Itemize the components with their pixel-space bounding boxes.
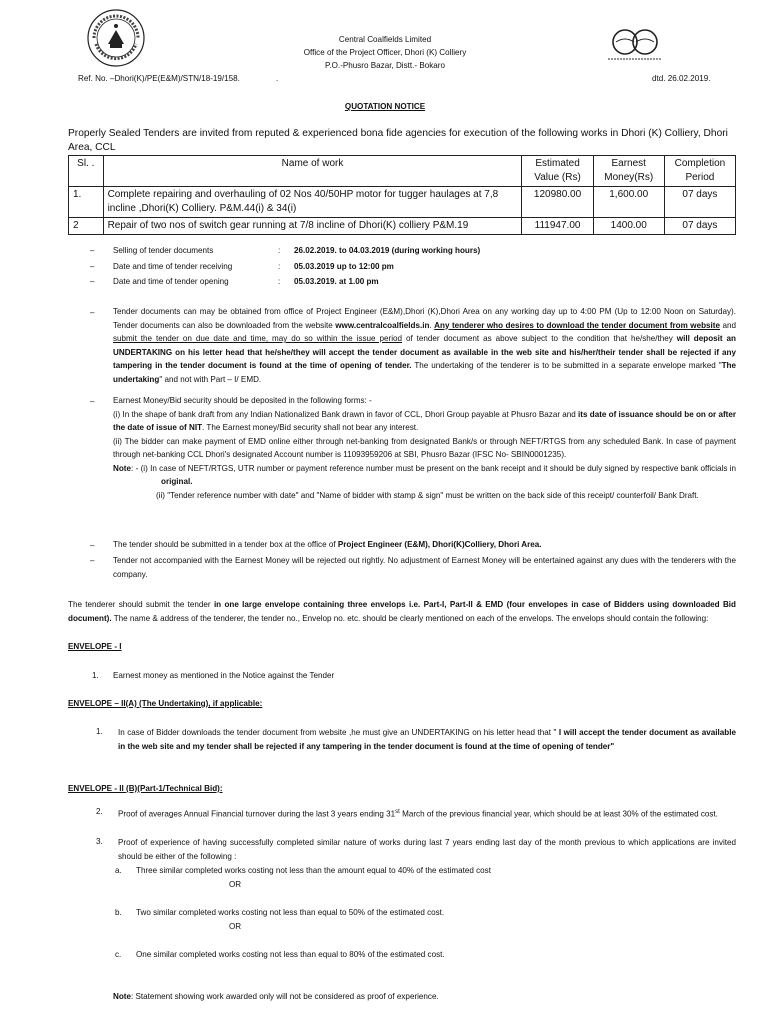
envelope-2b-num-2: 2. bbox=[96, 807, 103, 816]
works-table bbox=[68, 155, 736, 235]
ccl-logo bbox=[86, 8, 146, 68]
envelope-2a-item: In case of Bidder downloads the tender document from website ,he must give an UNDERTAKING on his letter head that " I will accept the tender document as available in the web site and my tender shall be rejected if any tampering in the tender document is found at the time of opening of tender" bbox=[118, 728, 736, 751]
dash-bullet: – bbox=[90, 308, 95, 317]
header-emd: Earnest Money(Rs) bbox=[593, 156, 664, 187]
envelope-2a-num: 1. bbox=[96, 727, 103, 736]
dash-bullet: – bbox=[90, 397, 95, 406]
schedule-value: 26.02.2019. to 04.03.2019 (during working hours) bbox=[294, 246, 481, 255]
envelope-1-num: 1. bbox=[92, 671, 99, 680]
envelope-1-item: Earnest money as mentioned in the Notice against the Tender bbox=[113, 671, 335, 680]
header-sl: Sl. . bbox=[69, 156, 104, 187]
emd-paragraph bbox=[113, 394, 736, 502]
row-name: Repair of two nos of switch gear running at 7/8 incline of Dhori(K) colliery P&M.19 bbox=[103, 218, 522, 235]
tender-box-paragraph: The tender should be submitted in a tender box at the office of Project Engineer (E&M), Dhori(K)Colliery, Dhori Area. bbox=[113, 540, 542, 549]
reference-number: Ref. No. –Dhori(K)/PE(E&M)/STN/18-19/158. bbox=[78, 74, 240, 83]
earnest-money-rejection: Tender not accompanied with the Earnest Money will be rejected out rightly. No adjustment of Earnest Money will be entertained against any dues with the tenderers with the company. bbox=[113, 556, 736, 579]
experience-note: Note: Statement showing work awarded only will not be considered as proof of experience. bbox=[113, 992, 439, 1001]
schedule-sep: : bbox=[278, 277, 281, 286]
schedule-label: Selling of tender documents bbox=[113, 246, 214, 255]
dash-bullet: – bbox=[90, 541, 95, 550]
table-header-row bbox=[69, 156, 736, 187]
dash-bullet: – bbox=[90, 262, 95, 271]
website-link[interactable]: www.centralcoalfields.in bbox=[335, 320, 430, 330]
row-name: Complete repairing and overhauling of 02 Nos 40/50HP motor for tugger haulages at 7,8 incline ,Dhori(K) Colliery. P&M.44(i) & 34(i) bbox=[103, 187, 522, 218]
envelope-2b-title: ENVELOPE - II (B)(Part-1/Technical Bid): bbox=[68, 784, 223, 793]
emd-heading: Earnest Money/Bid security should be deposited in the following forms: - bbox=[113, 396, 372, 405]
schedule-value: 05.03.2019. at 1.00 pm bbox=[294, 277, 379, 286]
schedule-sep: : bbox=[278, 246, 281, 255]
row-sl: 1. bbox=[69, 187, 104, 218]
envelope-1-title: ENVELOPE - I bbox=[68, 642, 122, 651]
option-b-num: b. bbox=[115, 908, 122, 917]
office-address: P.O.-Phusro Bazar, Distt.- Bokaro bbox=[325, 61, 445, 70]
intro-paragraph: Properly Sealed Tenders are invited from reputed & experienced bona fide agencies for execution of the following works in Dhori (K) Colliery, Dhori Area, CCL bbox=[68, 128, 728, 153]
emd-note-i: Note: - (i) In case of NEFT/RTGS, UTR number or payment reference number must be present on the bank receipt and it should be duly signed by respective bank officials in original. bbox=[113, 463, 736, 486]
schedule-label: Date and time of tender opening bbox=[113, 277, 229, 286]
header-value: Estimated Value (Rs) bbox=[522, 156, 593, 187]
header-name: Name of work bbox=[103, 156, 522, 187]
notice-title: QUOTATION NOTICE bbox=[344, 102, 426, 111]
emd-option-i: (i) In the shape of bank draft from any Indian Nationalized Bank drawn in favor of CCL, Dhori Group payable at Phusro Bazar and its date of issuance should be on or after the date of issue of NIT. The Earnest money/Bid security shall not bear any interest. bbox=[113, 409, 737, 432]
envelope-2a-title: ENVELOPE – II(A) (The Undertaking), if applicable: bbox=[68, 699, 263, 708]
header-period: Completion Period bbox=[664, 156, 735, 187]
row-value: 111947.00 bbox=[522, 218, 593, 235]
or-separator: OR bbox=[229, 922, 242, 931]
envelope-paragraph: The tenderer should submit the tender in one large envelope containing three envelops i.e. Part-I, Part-II & EMD (four envelopes in case of Bidders using downloaded Bid document). The name & address of the tenderer, the tender no., Envelop no. etc. should be clearly mentioned on each of the envelops. The envelops should contain the following: bbox=[68, 600, 736, 623]
schedule-value: 05.03.2019 up to 12:00 pm bbox=[294, 262, 394, 271]
row-emd: 1400.00 bbox=[593, 218, 664, 235]
emd-note-ii: (ii) "Tender reference number with date" and "Name of bidder with stamp & sign" must be written on the back side of this receipt/ counterfoil/ Bank Draft. bbox=[156, 490, 699, 500]
reference-dot: . bbox=[276, 74, 279, 83]
table-row bbox=[69, 187, 736, 218]
dash-bullet: – bbox=[90, 556, 95, 565]
or-separator: OR bbox=[229, 880, 242, 889]
option-c-num: c. bbox=[115, 950, 122, 959]
row-period: 07 days bbox=[664, 218, 735, 235]
option-c: One similar completed works costing not less than equal to 80% of the estimated cost. bbox=[136, 950, 445, 959]
schedule-sep: : bbox=[278, 262, 281, 271]
row-emd: 1,600.00 bbox=[593, 187, 664, 218]
dash-bullet: – bbox=[90, 246, 95, 255]
emd-option-ii: (ii) The bidder can make payment of EMD online either through net-banking from designated Bank/s or through NEFT/RTGS from any scheduled Bank. In case of payment through net-banking CCL Dhori's designated Account number is 11093959206 at SBI, Phusro Bazar (IFSC No- SBIN0001235). bbox=[113, 436, 736, 459]
row-period: 07 days bbox=[664, 187, 735, 218]
office-name: Office of the Project Officer, Dhori (K) Colliery bbox=[303, 48, 467, 57]
dash-bullet: – bbox=[90, 277, 95, 286]
swachh-bharat-logo bbox=[602, 26, 668, 62]
org-name: Central Coalfields Limited bbox=[338, 35, 432, 44]
option-a: Three similar completed works costing not less than the amount equal to 40% of the estimated cost bbox=[136, 866, 491, 875]
option-a-num: a. bbox=[115, 866, 122, 875]
letterhead bbox=[270, 33, 500, 72]
envelope-2b-num-3: 3. bbox=[96, 837, 103, 846]
row-value: 120980.00 bbox=[522, 187, 593, 218]
option-b: Two similar completed works costing not less than equal to 50% of the estimated cost. bbox=[136, 908, 445, 917]
experience-requirement: Proof of experience of having successfully completed similar nature of works during last 7 years ending last day of the month previous to which applications are invited should be either of the following : bbox=[118, 838, 736, 861]
turnover-requirement: Proof of averages Annual Financial turnover during the last 3 years ending 31st March of the previous financial year, which should be at least 30% of the estimated cost. bbox=[118, 809, 718, 819]
notice-date: dtd. 26.02.2019. bbox=[652, 74, 711, 83]
table-row bbox=[69, 218, 736, 235]
schedule-label: Date and time of tender receiving bbox=[113, 262, 233, 271]
tender-documents-paragraph: Tender documents can may be obtained from office of Project Engineer (E&M),Dhori (K),Dhori Area on any working day up to 4:00 PM (Up to 12:00 Noon on Saturday). Tender documents can also be downloaded from the website www.centralcoalfields.in. Any tenderer who desires to download the tender document from website and submit the tender on due date and time, may do so within the issue period of tender document as above subject to the condition that he/she/they will deposit an UNDERTAKING on his letter head that he/she/they will accept the tender document as available in the web site and his/her/their tender shall be rejected if any tampering in the tender document is found at the time of opening of tender. The undertaking of the tenderer is to be submitted in a separate envelope marked "The undertaking" and not with Part – I/ EMD. bbox=[113, 307, 737, 384]
row-sl: 2 bbox=[69, 218, 104, 235]
